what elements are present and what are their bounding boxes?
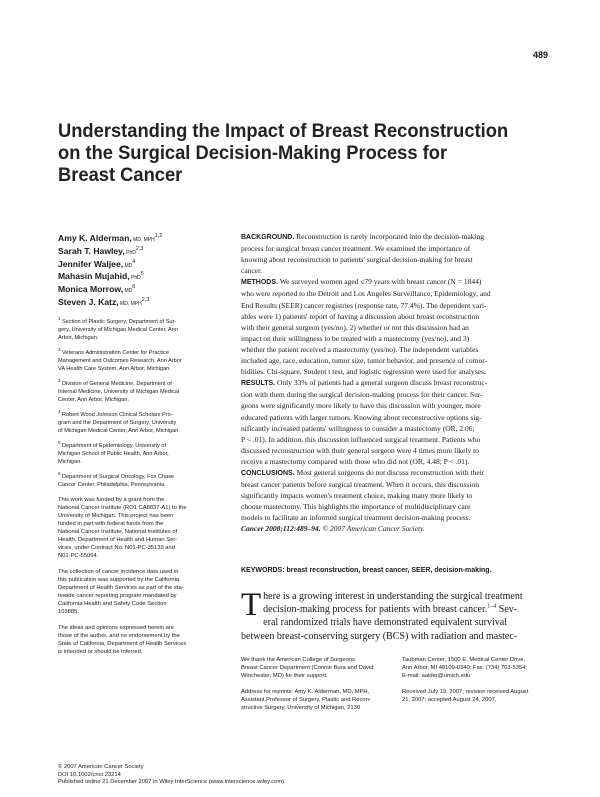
title-line: Understanding the Impact of Breast Reconstruction [58, 120, 509, 142]
affiliation: $^4$ Robert Wood Johnson Clinical Scholars Pro- gram and the Department of Surgery, University of Michigan Medical Center, Ann Arbor, Michigan. [58, 409, 180, 434]
reprint-address: Address for reprints: Amy K. Alderman, MD, MPH, Assistant Professor of Surgery, Plastic and Recon- structive Surgery, University of Michigan, 2130 [241, 689, 371, 711]
author-list [58, 233, 233, 310]
affiliation: $^1$ Section of Plastic Surgery, Department of Sur- gery, University of Michigan Medical Center, Ann Arbor, Michigan. [58, 316, 178, 341]
author: Jennifer Waljee, $MD^4$ [58, 258, 136, 269]
author: Monica Morrow, $MD^6$ [58, 284, 136, 295]
intro-paragraph: T here is a growing interest in understanding the surgical treatment decision-making process for patients with breast cancer.$^{1-4}$ Sev- eral randomized trials have demonstrated equivalent survival between breast-conserving surgery (BCS) with radiation and mastec- [241, 587, 523, 642]
abstract-conclusions: CONCLUSIONS. Most general surgeons do not discuss reconstruction with their breast cancer patients before surgical treatment. When it occurs, this discussion significantly impacts women's treatment choice, making many more likely to choose mastectomy. This highlights the importance of multidisciplinary care models to facilitate an informed surgical treatment decision-making process. Cancer 2008;112:489–94. © 2007 American Cancer Society. [241, 467, 546, 535]
drop-cap: T [241, 587, 262, 623]
keywords: KEYWORDS: breast reconstruction, breast cancer, SEER, decision-making. [241, 567, 492, 574]
copyright: © 2007 American Cancer Society [58, 764, 144, 770]
published-online: Published online 21 December 2007 in Wiley InterScience (www.interscience.wiley.com). [58, 779, 286, 786]
funding-note: This work was funded by a grant from the National Cancer Institute (RO1 CA8837-A1) to the University of Michigan. This project has been funded in part with federal funds from the National Cancer Institute, National Institutes of Health, Department of Health and Human Ser- vices, under Contract No. N01-PC-35139 and N01-PC-65064. [58, 497, 187, 559]
page-number: 489 [532, 50, 548, 60]
affiliation: $^5$ Department of Epidemiology, University of Michigan School of Public Health, Ann Arbor, Michigan. [58, 440, 169, 465]
title-line: Breast Cancer [58, 164, 183, 186]
footnotes-left [241, 656, 391, 712]
doi: DOI 10.1002/cncr.23214 [58, 771, 121, 778]
abstract-results: RESULTS. Only 33% of patients had a general surgeon discuss breast reconstruc- tion with them during the surgical decision-making process for their cancer. Sur- geons were significantly more likely to have this discussion with younger, more educated patients with larger tumors. Knowing about reconstructive options sig- nificantly increased patients' willingness to consider a mastectomy (OR, 2.06; P < .01). In addition, this discussion influenced surgical treatment. Patients who discussed reconstruction with their general surgeon were 4 times more likely to receive a mastectomy compared with those who did not (OR, 4.48; P < .01). [241, 378, 488, 466]
received-dates: Received July 19, 2007; revision received August 21, 2007; accepted August 24, 2007. [402, 689, 529, 703]
reprint-address-continued: Taubman Center, 1500 E. Medical Center Drive, Ann Arbor, MI 48109-0340; Fax: (734) 763-5354; E-mail: aalder@umich.edu [402, 657, 528, 679]
author: Sarah T. Hawley, PhD$^{2,3}$ [58, 245, 144, 256]
affiliations-column [58, 318, 216, 664]
affiliation: $^6$ Department of Surgical Oncology, Fox Chase Cancer Center, Philadelphia, Pennsylvania. [58, 471, 175, 488]
author: Steven J. Katz, MD, MPH$^{2,3}$ [58, 296, 150, 307]
acknowledgment: We thank the American College of Surgeons Breast Cancer Department (Connie Bura and David Winchester, MD) for their support. [241, 657, 374, 679]
title-line: on the Surgical Decision-Making Process for [58, 142, 448, 164]
affiliation: $^3$ Division of General Medicine, Department of Internal Medicine, University of Michigan Medical Center, Ann Arbor, Michigan. [58, 378, 180, 403]
author: Mahasin Mujahid, PhD$^5$ [58, 271, 144, 282]
author: Amy K. Alderman, MD, MPH$^{1,2}$ [58, 233, 163, 243]
data-collection-note: The collection of cancer incidence data used in this publication was supported by the California Department of Health Services as part of the sta- tewide cancer reporting program mandated by California Health and Safety Code Section 103885. [58, 569, 184, 615]
affiliation: $^2$ Veterans Administration Center for Practice Management and Outcomes Research, Ann Arbor VA Health Care System, Ann Arbor, Michigan. [58, 347, 182, 372]
disclaimer-note: The ideas and opinions expressed herein are those of the author, and no endorsement by the State of California, Department of Health Services is intended or should be inferred. [58, 625, 187, 655]
citation: Cancer 2008;112:489–94. © 2007 American Cancer Society. [241, 524, 425, 534]
abstract-methods: METHODS. We surveyed women aged ≤79 years with breast cancer (N = 1844) who were reported to the Detroit and Los Angeles Surveillance, Epidemiology, and End Results (SEER) cancer registries (response rate, 77.4%). The dependent vari- ables were 1) patients' report of having a discussion about breast reconstruction with their general surgeon (yes/no), 2) whether or not this discussion had an impact on their willingness to be treated with a mastectomy (yes/no), and 3) whether the patient received a mastectomy (yes/no). The independent variables included age, race, education, tumor size, tumor behavior, and presence of comor- bidities. Chi-square, Student t test, and logistic regression were used for analyses. [241, 277, 491, 377]
abstract [241, 231, 546, 535]
article-title [58, 120, 509, 186]
footnotes-right [402, 656, 547, 704]
abstract-background: BACKGROUND. Reconstruction is rarely incorporated into the decision-making process for surgical breast cancer treatment. We examined the importance of knowing about reconstruction to patients' surgical decision-making for breast cancer. [241, 232, 485, 276]
page-footer [58, 764, 358, 787]
